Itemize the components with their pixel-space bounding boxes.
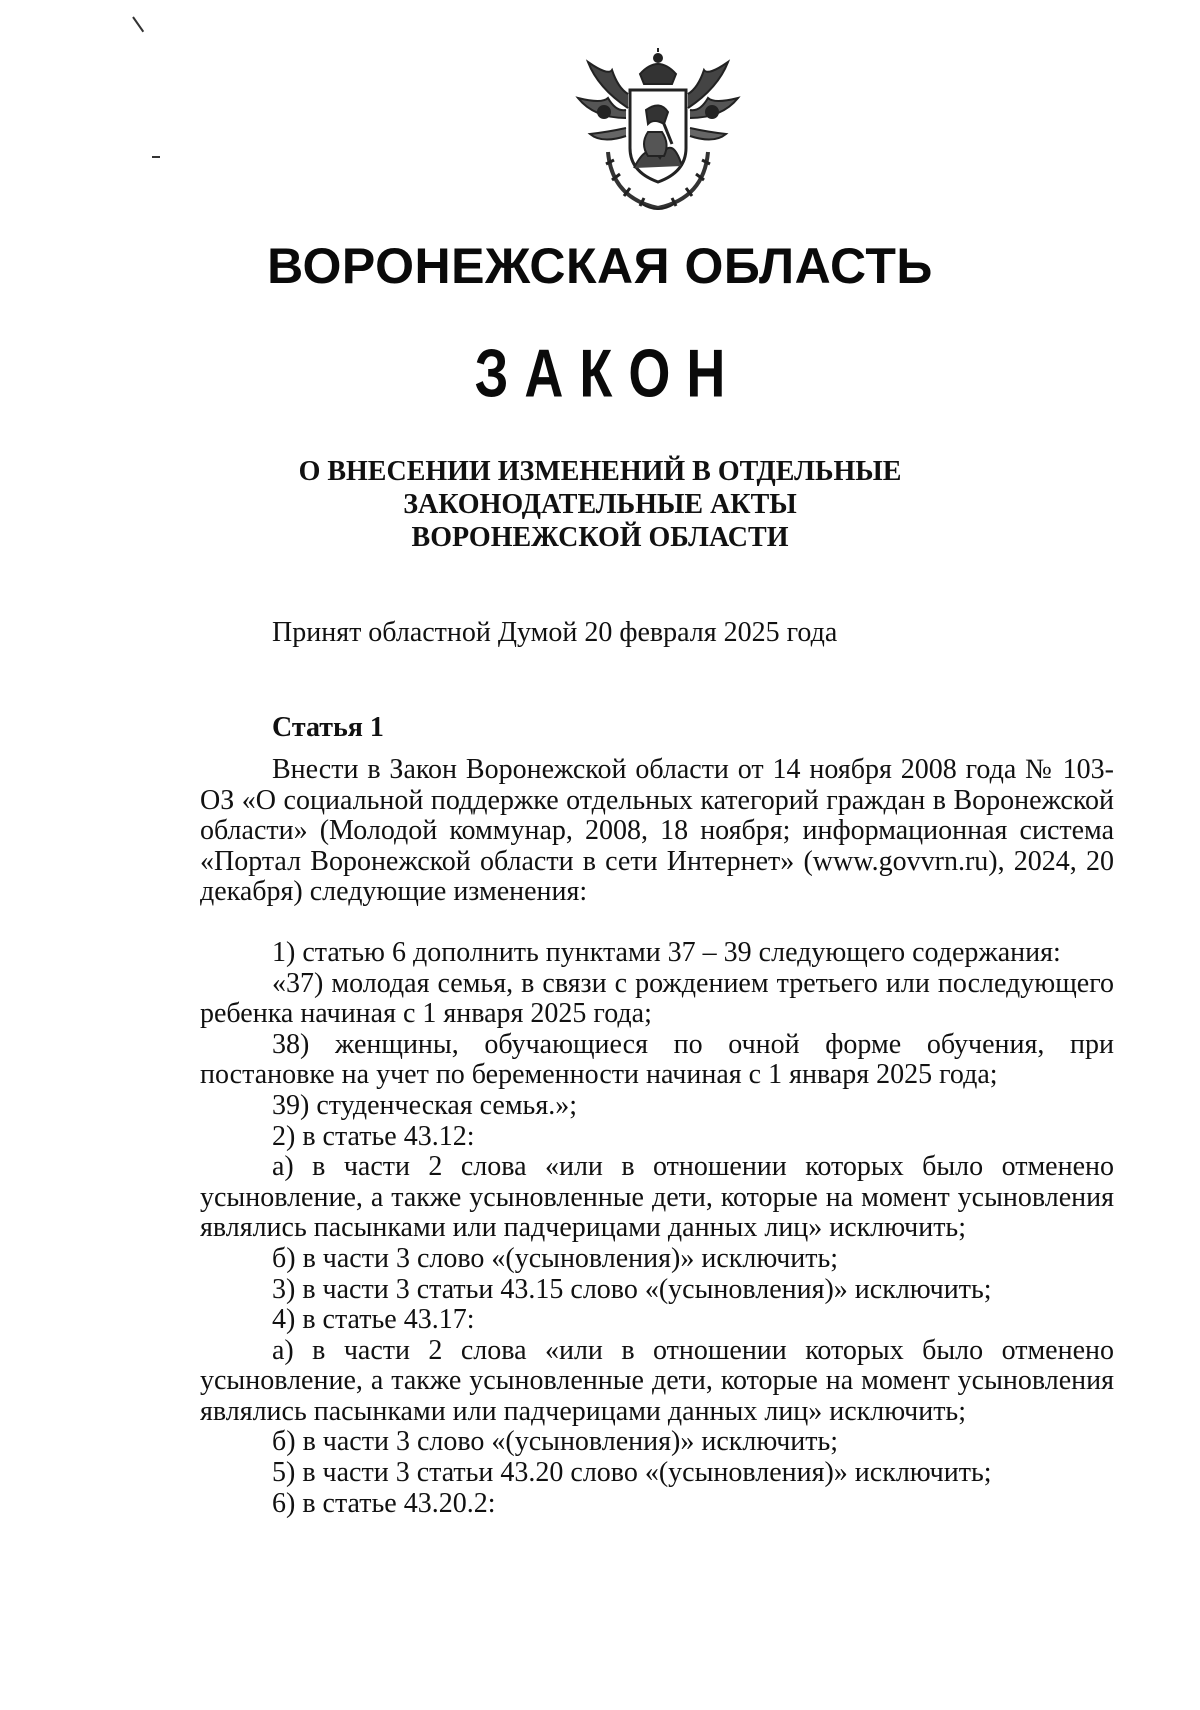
document-type-title: ЗАКОН — [474, 336, 742, 412]
law-subject-line: О ВНЕСЕНИИ ИЗМЕНЕНИЙ В ОТДЕЛЬНЫЕ — [298, 456, 902, 487]
article-intro: Внести в Закон Воронежской области от 14 ноября 2008 года № 103-ОЗ «О социальной поддержке отдельных категорий граждан в Воронежской области» (Молодой коммунар, 2008, 18 ноября; информационная система «Портал Воронежской области в сети Интернет» (www.govvrn.ru), 2024, 20 декабря) следующие изменения: — [200, 754, 1114, 908]
adoption-date: Принят областной Думой 20 февраля 2025 года — [272, 617, 838, 648]
region-title: ВОРОНЕЖСКАЯ ОБЛАСТЬ — [267, 238, 933, 294]
scan-mark — [152, 156, 160, 158]
article-item: а) в части 2 слова «или в отношении которых было отменено усыновление, а также усыновленные дети, которые на момент усыновления являлись пасынками или падчерицами данных лиц» исключить; — [200, 1334, 1114, 1427]
law-subject-line: ЗАКОНОДАТЕЛЬНЫЕ АКТЫ — [403, 489, 797, 520]
article-item: «37) молодая семья, в связи с рождением третьего или последующего ребенка начиная с 1 января 2025 года; — [200, 967, 1114, 1030]
article-item: 2) в статье 43.12: — [272, 1120, 475, 1152]
article-item: а) в части 2 слова «или в отношении которых было отменено усыновление, а также усыновленные дети, которые на момент усыновления являлись пасынками или падчерицами данных лиц» исключить; — [200, 1151, 1114, 1244]
coat-of-arms-voronezh-icon — [568, 48, 748, 218]
article-item: б) в части 3 слово «(усыновления)» исключить; — [272, 1242, 839, 1274]
article-item: 5) в части 3 статьи 43.20 слово «(усыновления)» исключить; — [272, 1457, 992, 1489]
article-item: б) в части 3 слово «(усыновления)» исключить; — [272, 1426, 839, 1458]
article-item: 38) женщины, обучающиеся по очной форме обучения, при постановке на учет по беременности начиная с 1 января 2025 года; — [200, 1028, 1114, 1091]
law-subject — [0, 455, 1200, 554]
article-item: 4) в статье 43.17: — [272, 1304, 475, 1336]
article-body — [200, 755, 1114, 1519]
law-subject-line: ВОРОНЕЖСКОЙ ОБЛАСТИ — [411, 522, 789, 553]
article-item: 1) статью 6 дополнить пунктами 37 – 39 следующего содержания: — [272, 936, 1061, 968]
article-item: 39) студенческая семья.»; — [272, 1089, 577, 1121]
scan-mark — [132, 16, 144, 32]
article-item: 3) в части 3 статьи 43.15 слово «(усыновления)» исключить; — [272, 1273, 992, 1305]
article-item: 6) в статье 43.20.2: — [272, 1487, 496, 1519]
article-title: Статья 1 — [272, 712, 384, 743]
